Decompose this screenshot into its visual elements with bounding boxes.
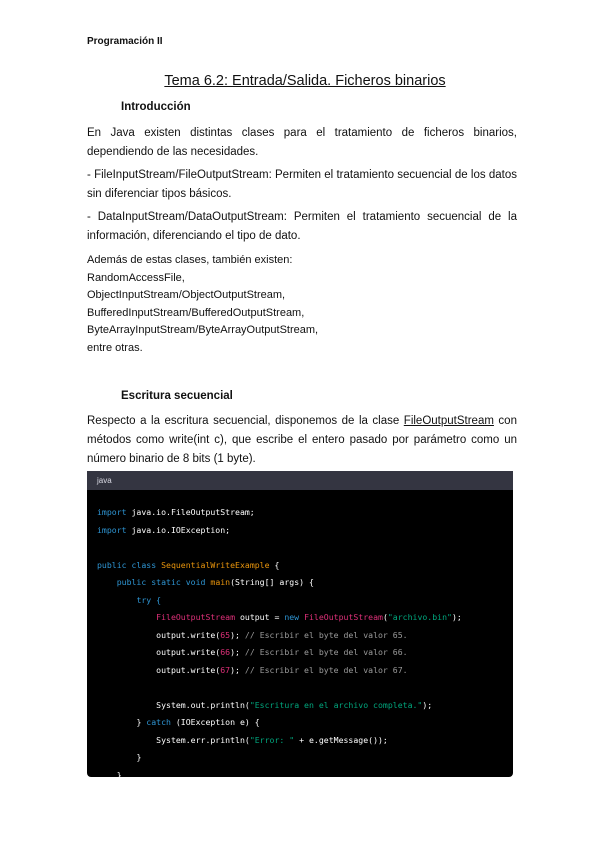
page-title: Tema 6.2: Entrada/Salida. Ficheros binarios bbox=[164, 73, 446, 89]
code-language-label: java bbox=[87, 471, 513, 490]
code-block bbox=[87, 471, 513, 797]
list-item: RandomAccessFile, bbox=[87, 271, 185, 284]
course-header: Programación II bbox=[87, 36, 163, 47]
class-list bbox=[87, 252, 318, 357]
code-text: import java.io.FileOutputStream; import java.io.IOException; public class SequentialWriteExample { public static void main(String[] args) { try { FileOutputStream output = new FileOutputStream("archivo.bin"); output.write(65); // Escribir el byte del valor 65. output.write(66); // Escribir el byte del valor 66. output.write(67); // Escribir el byte del valor 67. System.out.println("Escritura en el archivo completa."); } catch (IOException e) { System.err.println("Error: " + e.getMessage()); } } } bbox=[97, 507, 462, 797]
list-item: Además de estas clases, también existen: bbox=[87, 254, 293, 266]
intro-paragraph-2: - FileInputStream/FileOutputStream: Permiten el tratamiento secuencial de los datos sin diferenciar tipos básicos. bbox=[87, 169, 517, 200]
fileoutputstream-link[interactable]: FileOutputStream bbox=[403, 415, 494, 427]
intro-paragraph-3: - DataInputStream/DataOutputStream: Permiten el tratamiento secuencial de la información, diferenciando el tipo de dato. bbox=[87, 211, 517, 242]
intro-heading: Introducción bbox=[121, 101, 191, 113]
list-item: entre otras. bbox=[87, 341, 143, 354]
list-item: ByteArrayInputStream/ByteArrayOutputStream, bbox=[87, 324, 319, 336]
list-item: BufferedInputStream/BufferedOutputStream, bbox=[87, 306, 305, 319]
escritura-heading: Escritura secuencial bbox=[121, 390, 233, 402]
intro-paragraph-1: En Java existen distintas clases para el tratamiento de ficheros binarios, dependiendo de las necesidades. bbox=[87, 127, 517, 158]
escritura-paragraph: Respecto a la escritura secuencial, disponemos de la clase FileOutputStream con métodos como write(int c), que escribe el entero pasado por parámetro como un número binario de 8 bits (1 byte). bbox=[87, 415, 517, 465]
list-item: ObjectInputStream/ObjectOutputStream, bbox=[87, 289, 286, 301]
